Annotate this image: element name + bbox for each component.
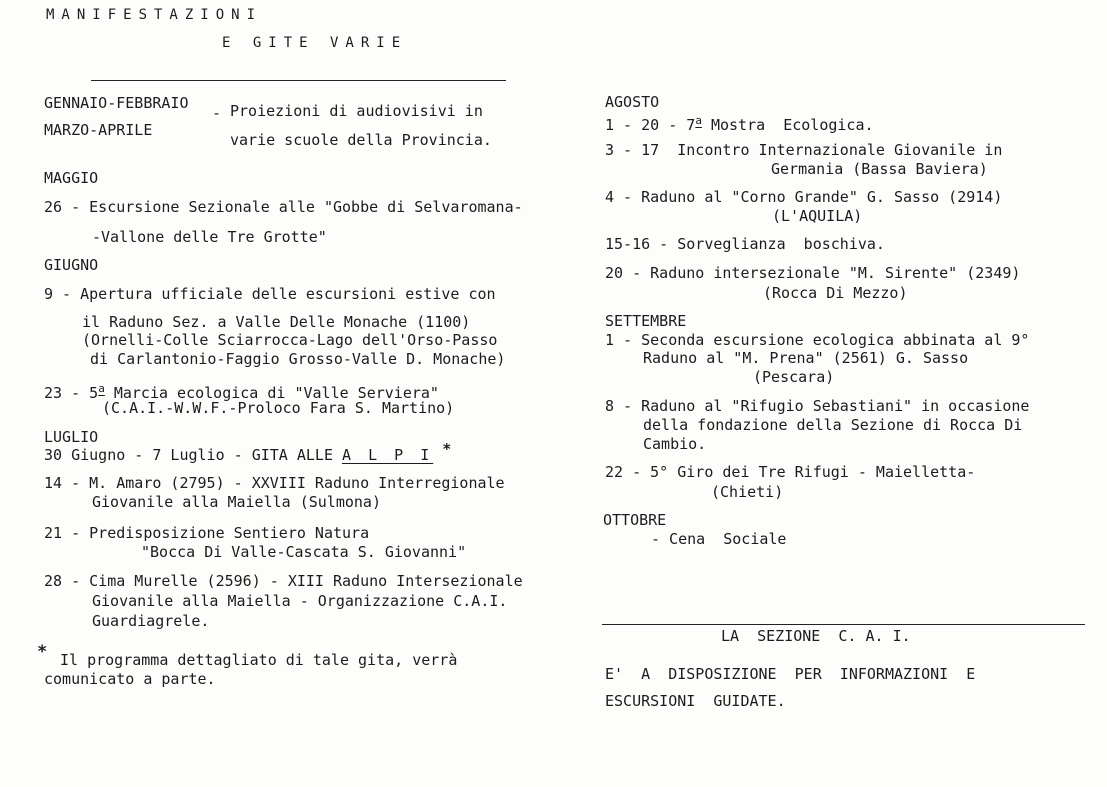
section-divider xyxy=(602,624,1085,625)
superscript: a xyxy=(98,382,105,395)
month-giugno: GIUGNO xyxy=(44,256,99,274)
event-date: 23 - 5 xyxy=(44,384,99,402)
event-line: - Cena Sociale xyxy=(651,530,787,548)
month-marzo-aprile: MARZO-APRILE xyxy=(44,121,153,139)
event-date: 1 - 20 - 7 xyxy=(605,116,696,134)
event-line: 28 - Cima Murelle (2596) - XIII Raduno Intersezionale xyxy=(44,572,523,590)
event-line xyxy=(605,112,874,134)
event-line: "Bocca Di Valle-Cascata S. Giovanni" xyxy=(141,543,467,561)
event-line: 26 - Escursione Sezionale alle "Gobbe di Selvaromana- xyxy=(44,198,523,216)
month-gennaio-febbraio: GENNAIO-FEBBRAIO xyxy=(44,94,189,112)
page-subtitle: E GITE VARIE xyxy=(222,35,408,51)
event-text: varie scuole della Provincia. xyxy=(230,131,492,149)
event-line xyxy=(44,440,452,464)
event-line: (C.A.I.-W.W.F.-Proloco Fara S. Martino) xyxy=(102,399,455,417)
event-line: (Pescara) xyxy=(753,368,835,386)
event-text: Marcia ecologica di "Valle Serviera" xyxy=(104,384,439,402)
event-line: 22 - 5° Giro dei Tre Rifugi - Maielletta- xyxy=(605,463,976,481)
event-text: 30 Giugno - 7 Luglio - GITA ALLE xyxy=(44,446,343,464)
event-line: 1 - Seconda escursione ecologica abbinata al 9° xyxy=(605,331,1030,349)
event-line: Cambio. xyxy=(643,435,707,453)
alpi-label: A L P I xyxy=(342,446,434,464)
event-line: (Rocca Di Mezzo) xyxy=(763,284,908,302)
sezione-heading: LA SEZIONE C. A. I. xyxy=(721,627,911,645)
event-line: della fondazione della Sezione di Rocca Di xyxy=(643,416,1023,434)
event-line: il Raduno Sez. a Valle Delle Monache (1100) xyxy=(82,313,471,331)
event-line: 14 - M. Amaro (2795) - XXVIII Raduno Interregionale xyxy=(44,474,505,492)
info-text: E' A DISPOSIZIONE PER INFORMAZIONI E xyxy=(605,665,976,683)
page-title: MANIFESTAZIONI xyxy=(46,7,263,23)
event-line: Guardiagrele. xyxy=(92,612,210,630)
footnote: comunicato a parte. xyxy=(44,670,216,688)
event-line: Giovanile alla Maiella - Organizzazione C.A.I. xyxy=(92,592,508,610)
event-line: 20 - Raduno intersezionale "M. Sirente" (2349) xyxy=(605,264,1021,282)
event-line: Germania (Bassa Baviera) xyxy=(771,160,988,178)
event-line: Raduno al "M. Prena" (2561) G. Sasso xyxy=(643,349,969,367)
month-settembre: SETTEMBRE xyxy=(605,312,687,330)
event-line: 4 - Raduno al "Corno Grande" G. Sasso (2914) xyxy=(605,188,1003,206)
event-line: (Ornelli-Colle Sciarrocca-Lago dell'Orso-Passo xyxy=(82,331,498,349)
superscript: a xyxy=(695,114,702,127)
event-text: Mostra Ecologica. xyxy=(701,116,874,134)
asterisk-icon: * xyxy=(442,440,452,458)
month-maggio: MAGGIO xyxy=(44,169,99,187)
title-divider xyxy=(91,80,506,81)
event-line: 15-16 - Sorveglianza boschiva. xyxy=(605,235,885,253)
event-text: Proiezioni di audiovisivi in xyxy=(230,102,483,120)
event-line: 8 - Raduno al "Rifugio Sebastiani" in occasione xyxy=(605,397,1030,415)
month-ottobre: OTTOBRE xyxy=(603,511,667,529)
month-luglio: LUGLIO xyxy=(44,428,99,446)
event-line: 3 - 17 Incontro Internazionale Giovanile in xyxy=(605,141,1003,159)
event-line: Giovanile alla Maiella (Sulmona) xyxy=(92,493,381,511)
asterisk-icon: * xyxy=(37,642,48,662)
info-text: ESCURSIONI GUIDATE. xyxy=(605,692,786,710)
dash: - xyxy=(212,104,222,122)
footnote: Il programma dettagliato di tale gita, verrà xyxy=(60,651,458,669)
month-agosto: AGOSTO xyxy=(605,93,660,111)
event-line: di Carlantonio-Faggio Grosso-Valle D. Monache) xyxy=(90,350,506,368)
event-line: -Vallone delle Tre Grotte" xyxy=(92,228,327,246)
event-line: (Chieti) xyxy=(711,483,784,501)
event-line: (L'AQUILA) xyxy=(772,207,863,225)
event-line: 21 - Predisposizione Sentiero Natura xyxy=(44,524,370,542)
event-line: 9 - Apertura ufficiale delle escursioni estive con xyxy=(44,285,496,303)
